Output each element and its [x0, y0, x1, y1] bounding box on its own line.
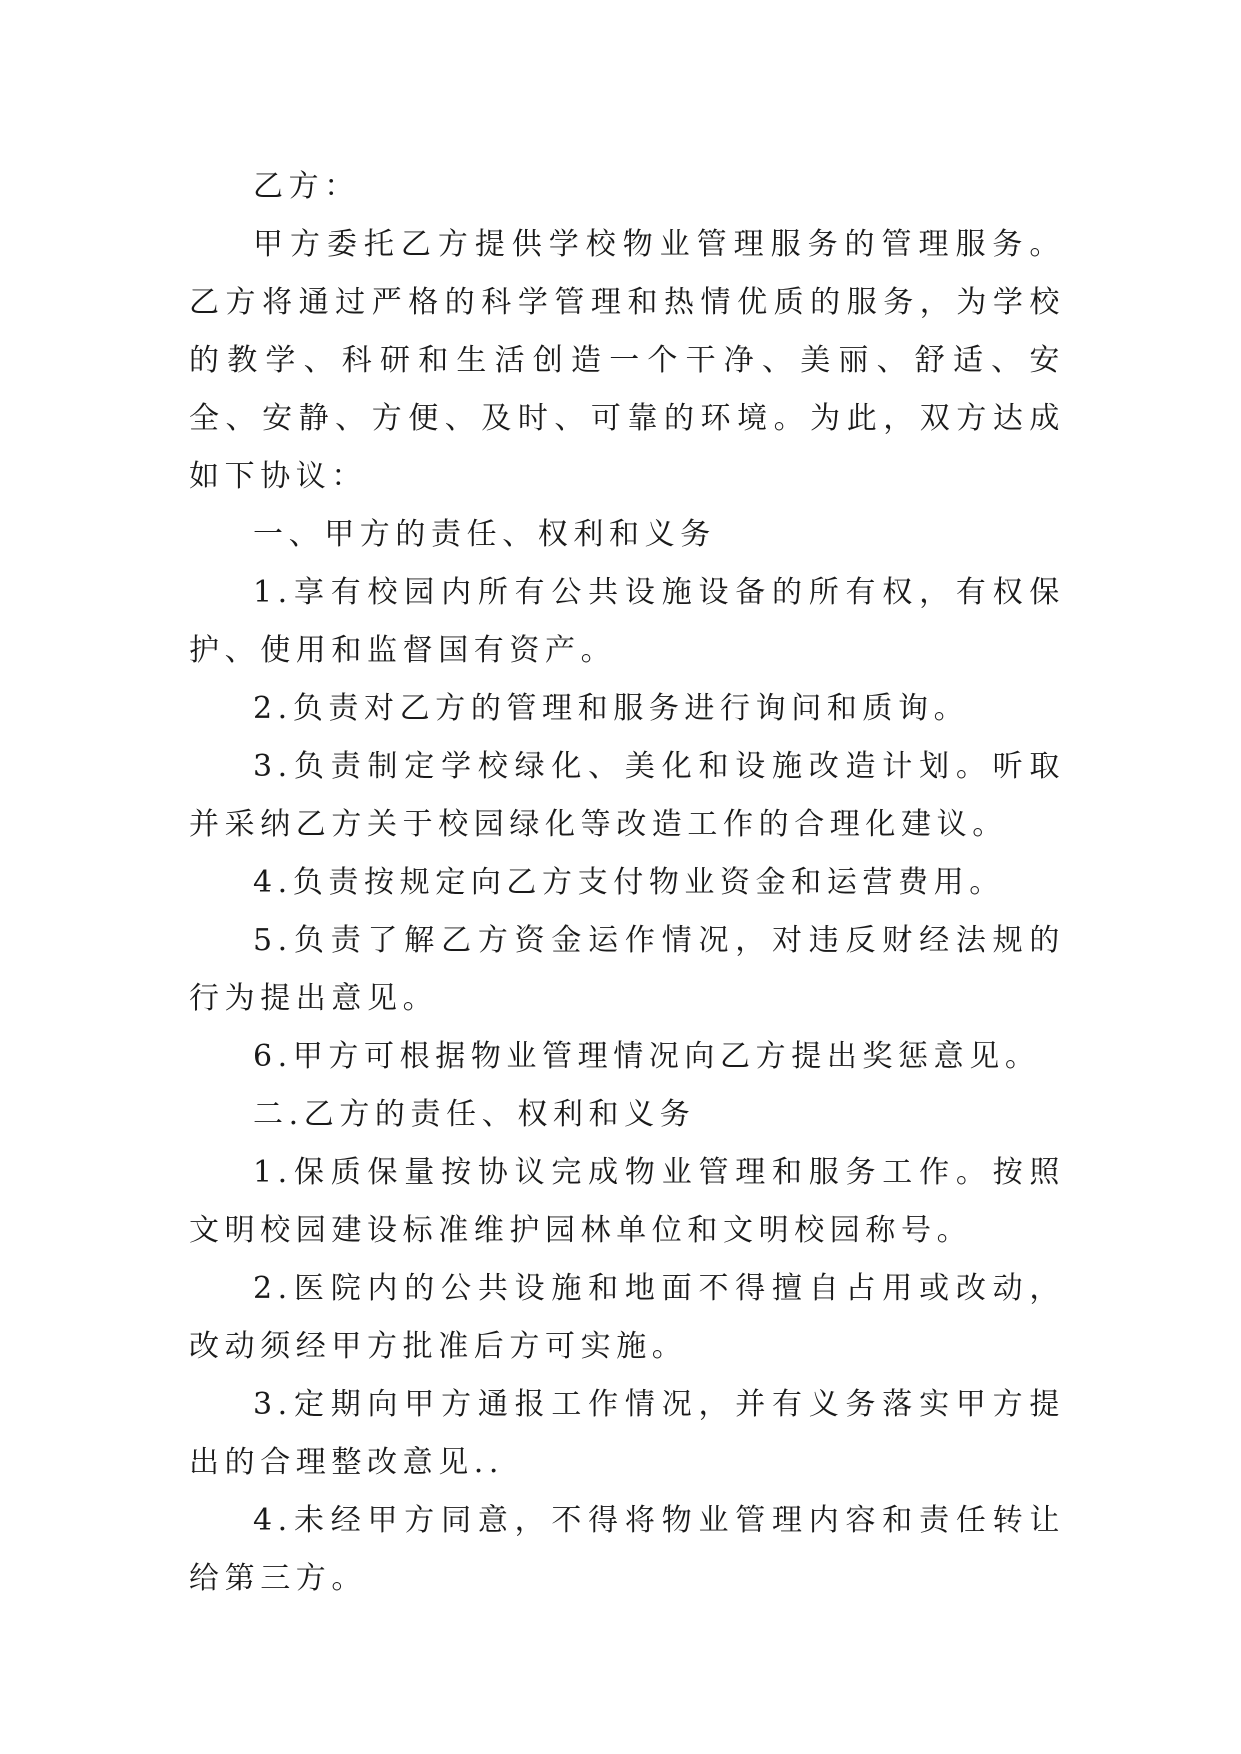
section-heading-party-a: 一、甲方的责任、权利和义务: [253, 517, 716, 552]
party-a-clause-6: 6.甲方可根据物业管理情况向乙方提出奖惩意见。: [253, 1039, 1041, 1074]
party-a-clause-2: 2.负责对乙方的管理和服务进行询问和质询。: [253, 691, 970, 726]
document-body: [189, 158, 1065, 1608]
party-a-clause-4: 4.负责按规定向乙方支付物业资金和运营费用。: [253, 865, 1005, 900]
section-heading-party-b: 二.乙方的责任、权利和义务: [253, 1097, 696, 1132]
party-b-clause-2: 2.医院内的公共设施和地面不得擅自占用或改动，改动须经甲方批准后方可实施。: [189, 1271, 1065, 1364]
party-b-clause-1: 1.保质保量按协议完成物业管理和服务工作。按照文明校园建设标准维护园林单位和文明校园称号。: [189, 1155, 1065, 1248]
party-a-clause-3: 3.负责制定学校绿化、美化和设施改造计划。听取并采纳乙方关于校园绿化等改造工作的合理化建议。: [189, 749, 1065, 842]
preamble-paragraph: 甲方委托乙方提供学校物业管理服务的管理服务。乙方将通过严格的科学管理和热情优质的服务，为学校的教学、科研和生活创造一个干净、美丽、舒适、安全、安静、方便、及时、可靠的环境。为此，双方达成如下协议：: [189, 227, 1065, 494]
party-b-clause-4: 4.未经甲方同意，不得将物业管理内容和责任转让给第三方。: [189, 1503, 1065, 1596]
party-a-clause-5: 5.负责了解乙方资金运作情况，对违反财经法规的行为提出意见。: [189, 923, 1065, 1016]
party-a-clause-1: 1.享有校园内所有公共设施设备的所有权，有权保护、使用和监督国有资产。: [189, 575, 1065, 668]
party-b-clause-3: 3.定期向甲方通报工作情况，并有义务落实甲方提出的合理整改意见..: [189, 1387, 1065, 1480]
party-b-label: 乙方：: [253, 169, 360, 204]
